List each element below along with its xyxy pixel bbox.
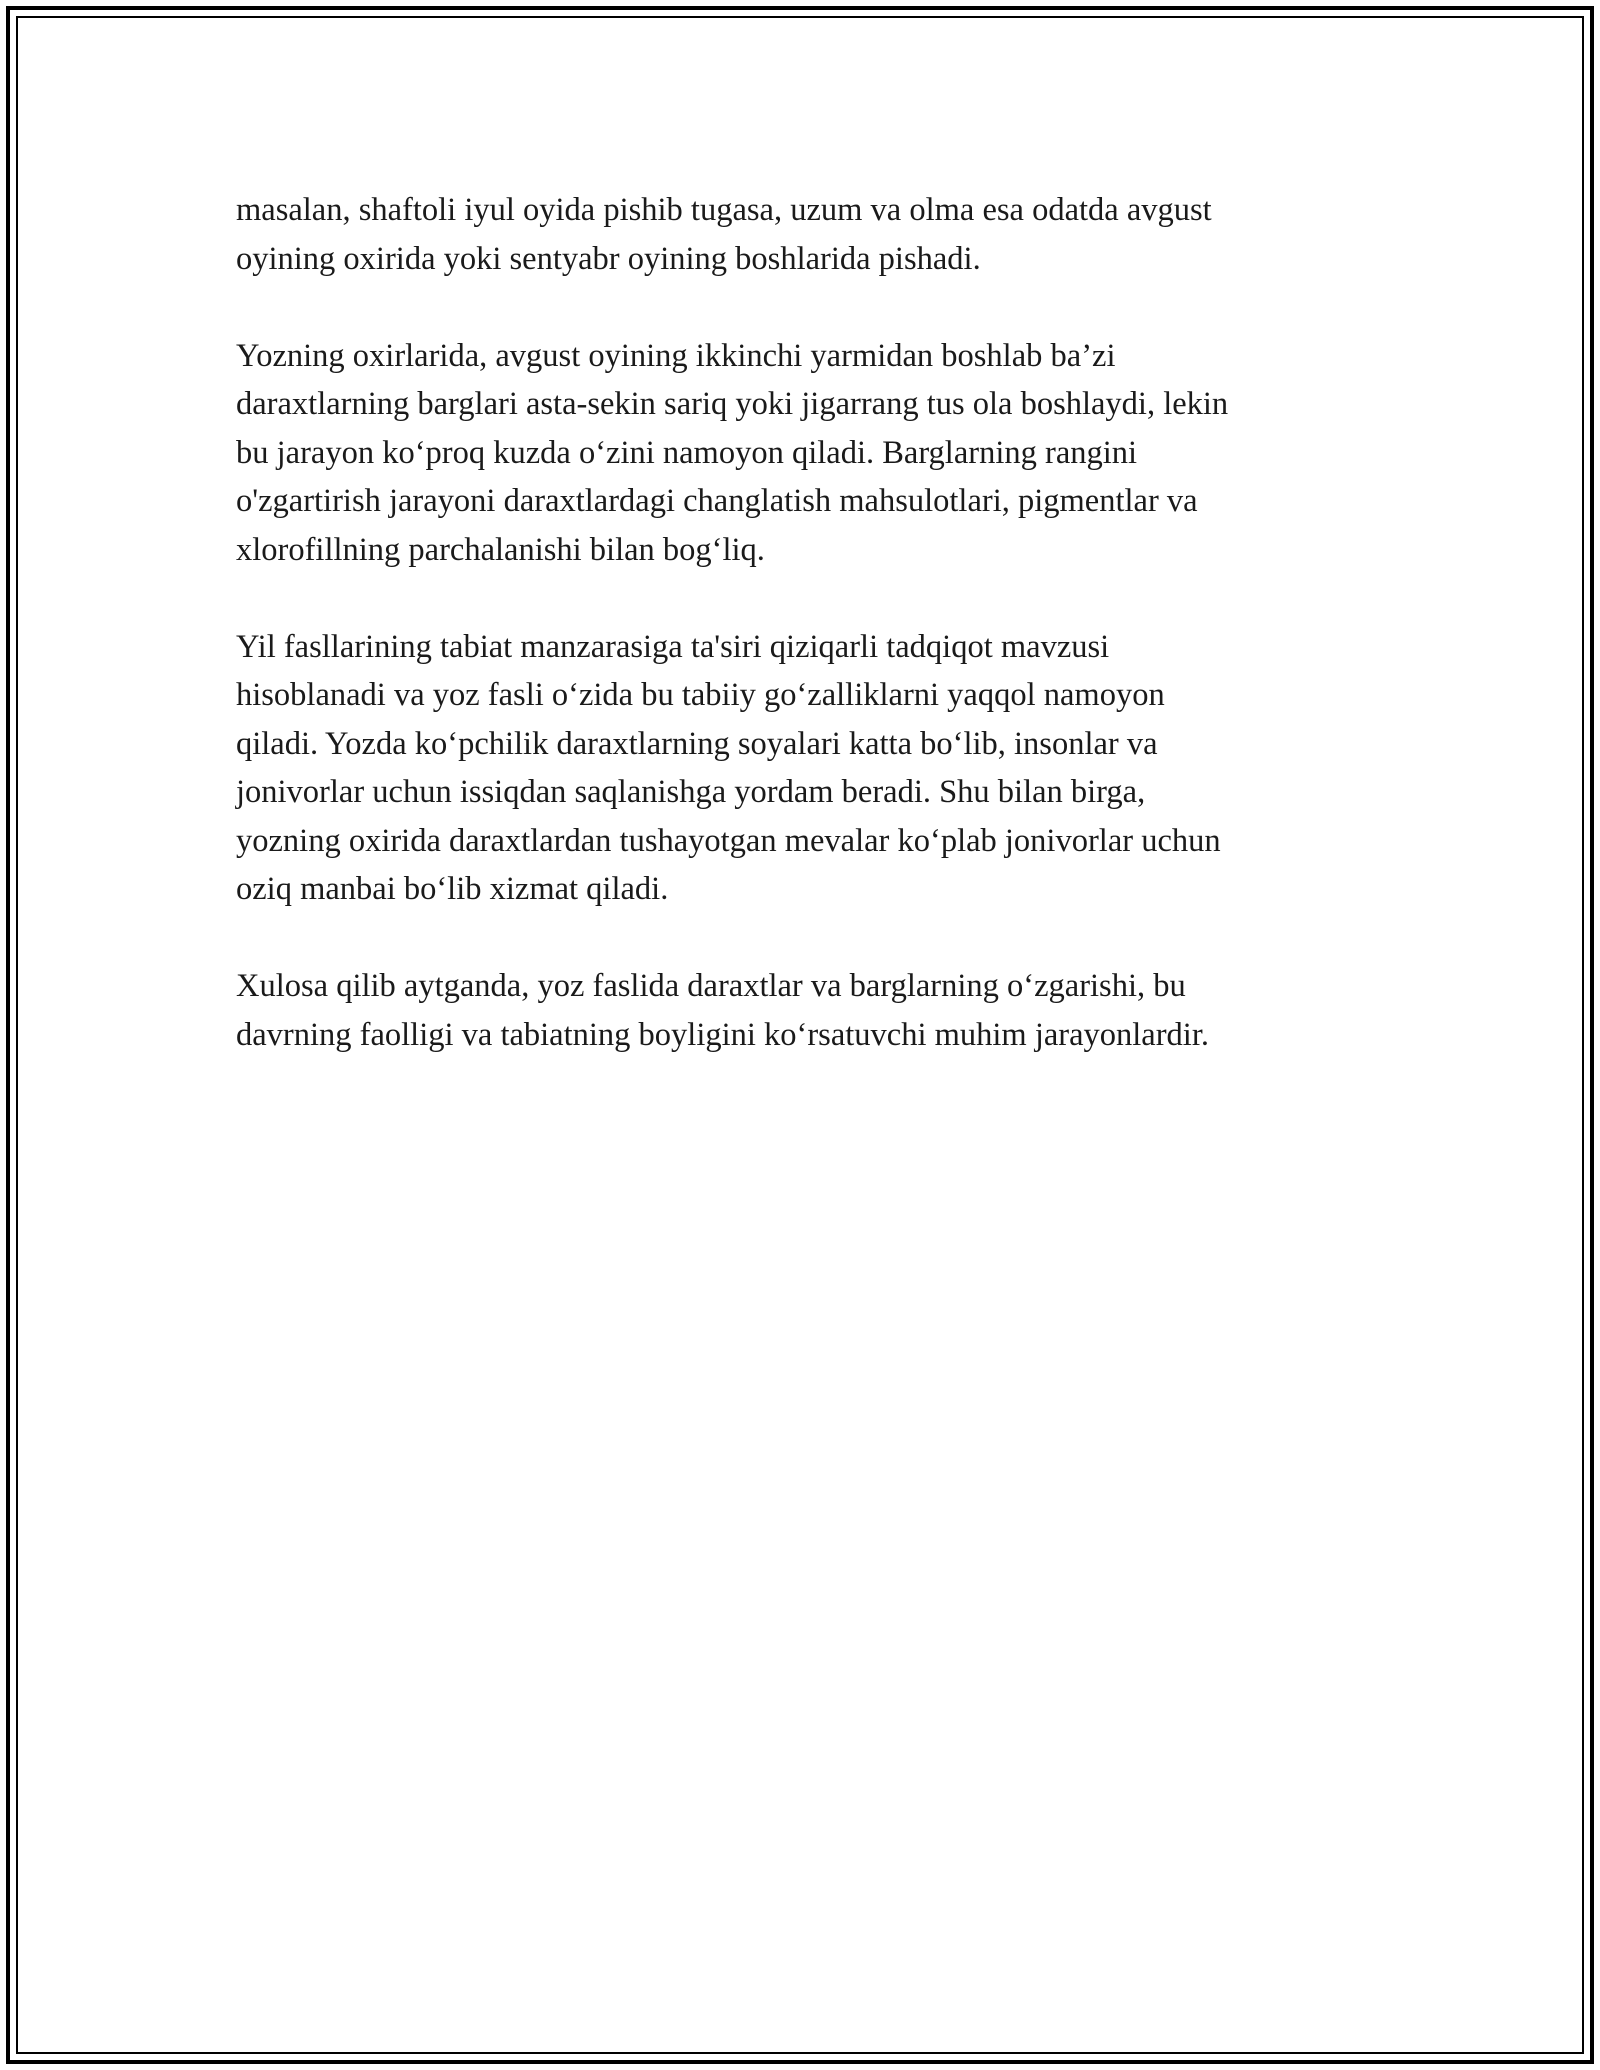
text-line: daraxtlarning barglari asta-sekin sariq yoki jigarrang tus ola boshlaydi, lekin	[236, 386, 1229, 422]
text-line: Yil fasllarining tabiat manzarasiga ta'siri qiziqarli tadqiqot mavzusi	[236, 628, 1110, 665]
text-line: masalan, shaftoli iyul oyida pishib tugasa, uzum va olma esa odatda avgust	[236, 192, 1212, 228]
text-line: yozning oxirida daraxtlardan tushayotgan mevalar ko‘plab jonivorlar uchun	[236, 822, 1221, 859]
text-line: oziq manbai bo‘lib xizmat qiladi.	[236, 871, 669, 907]
text-line: Xulosa qilib aytganda, yoz faslida daraxtlar va barglarning o‘zgarishi, bu	[236, 968, 1186, 1004]
text-line: o'zgartirish jarayoni daraxtlardagi changlatish mahsulotlari, pigmentlar va	[236, 483, 1198, 519]
text-line: xlorofillning parchalanishi bilan bog‘liq.	[236, 531, 765, 568]
document-body	[236, 186, 1376, 1108]
paragraph-4	[236, 962, 1376, 1059]
text-line: davrning faolligi va tabiatning boyligini ko‘rsatuvchi muhim jarayonlardir.	[236, 1016, 1209, 1053]
text-line: hisoblanadi va yoz fasli o‘zida bu tabiiy go‘zalliklarni yaqqol namoyon	[236, 677, 1165, 713]
text-line: bu jarayon ko‘proq kuzda o‘zini namoyon qiladi. Barglarning rangini	[236, 434, 1138, 471]
paragraph-3	[236, 623, 1376, 914]
paragraph-1	[236, 186, 1376, 283]
text-line: jonivorlar uchun issiqdan saqlanishga yordam beradi. Shu bilan birga,	[236, 774, 1146, 810]
text-line: oyining oxirida yoki sentyabr oyining boshlarida pishadi.	[236, 240, 981, 277]
text-line: qiladi. Yozda ko‘pchilik daraxtlarning soyalari katta bo‘lib, insonlar va	[236, 725, 1158, 762]
paragraph-2	[236, 332, 1376, 575]
text-line: Yozning oxirlarida, avgust oyining ikkinchi yarmidan boshlab ba’zi	[236, 337, 1116, 374]
